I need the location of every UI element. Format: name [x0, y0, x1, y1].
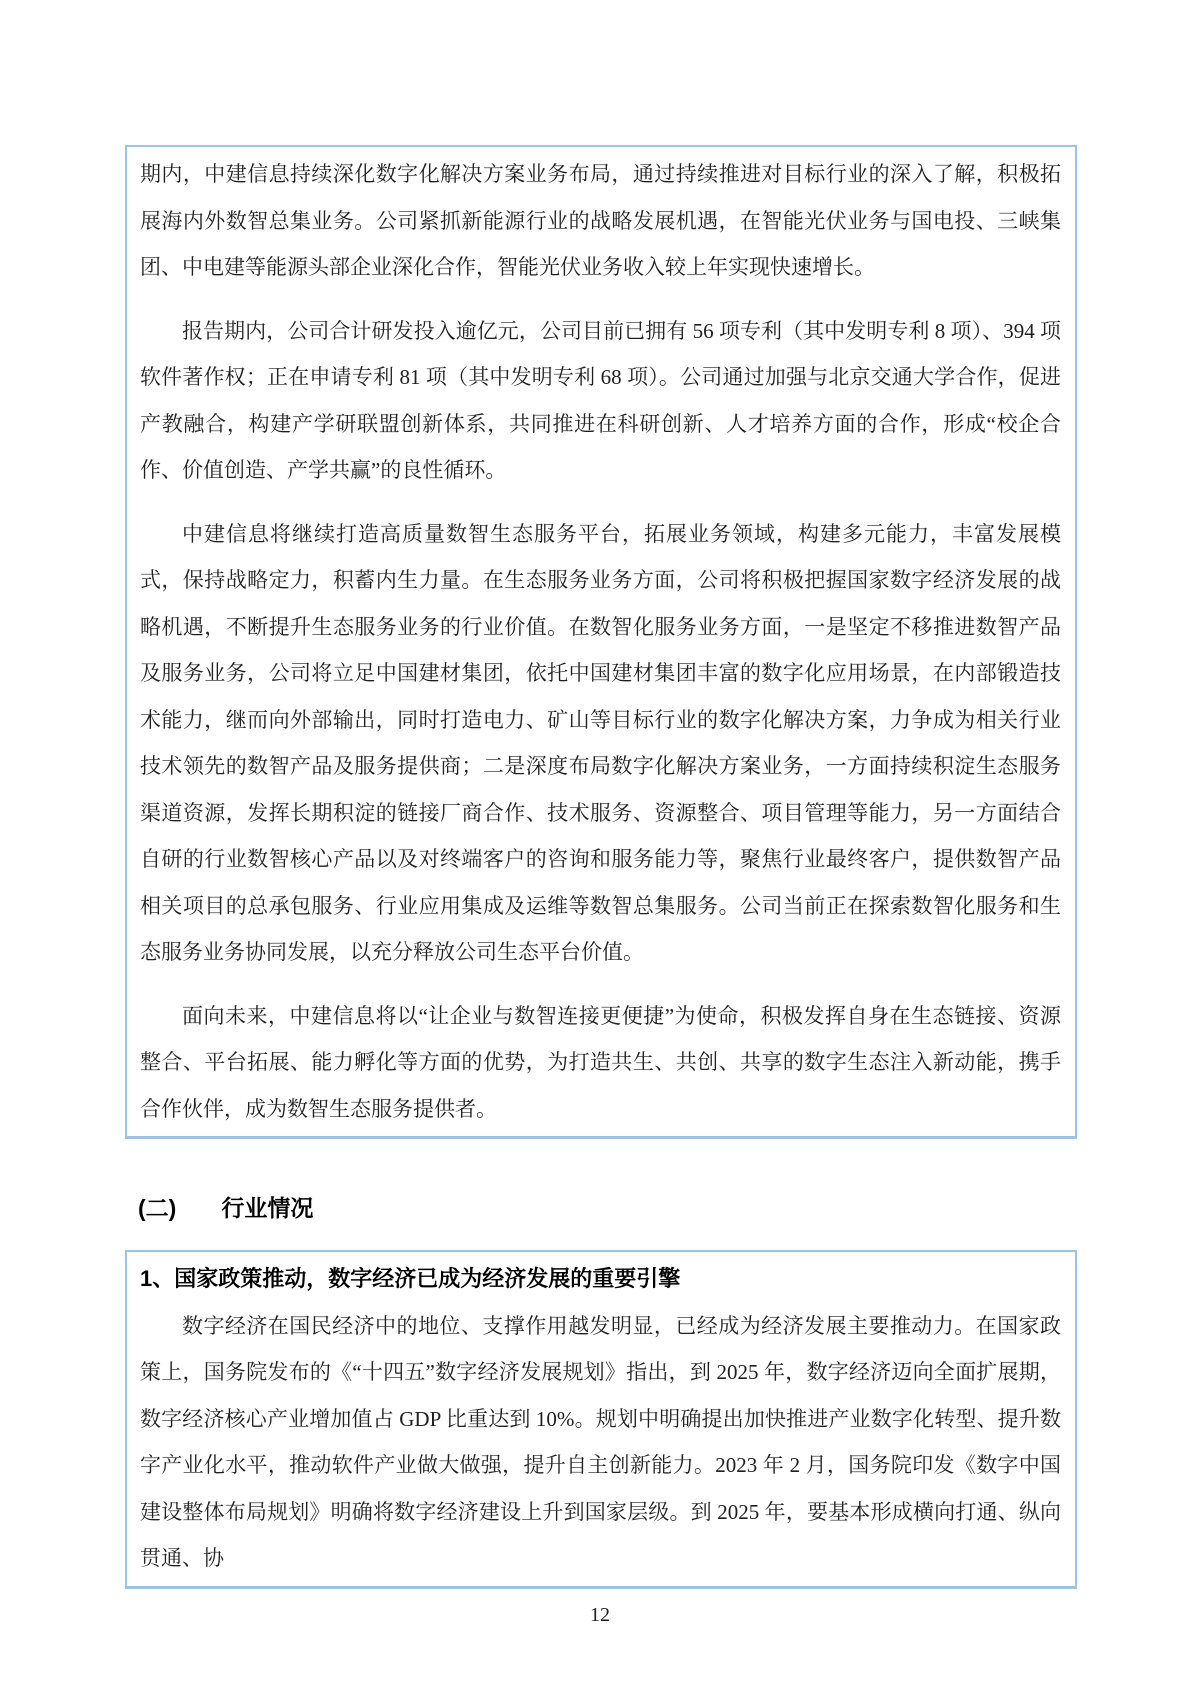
industry-overview-box — [125, 1250, 1077, 1589]
section-title: 行业情况 — [221, 1195, 314, 1221]
body-paragraph: 数字经济在国民经济中的地位、支撑作用越发明显，已经成为经济发展主要推动力。在国家政策上，国务院发布的《“十四五”数字经济发展规划》指出，到 2025 年，数字经济迈向全面扩展期，数字经济核心产业增加值占 GDP 比重达到 10%。规划中明确提出加快推进产业数字化转型、提升数字产业化水平，推动软件产业做大做强，提升自主创新能力。2023 年 2 月，国务院印发《数字中国建设整体布局规划》明确将数字经济建设上升到国家层级。到 2025 年，要基本形成横向打通、纵向贯通、协 — [140, 1313, 1061, 1570]
business-review-box — [125, 145, 1077, 1139]
industry-box-heading: 1、国家政策推动，数字经济已成为经济发展的重要引擎 — [140, 1266, 681, 1291]
body-paragraph: 面向未来，中建信息将以“让企业与数智连接更便捷”为使命，积极发挥自身在生态链接、资源整合、平台拓展、能力孵化等方面的优势，为打造共生、共创、共享的数字生态注入新动能，携手合作伙伴，成为数智生态服务提供者。 — [140, 1003, 1061, 1121]
body-paragraph: 报告期内，公司合计研发投入逾亿元，公司目前已拥有 56 项专利（其中发明专利 8 项）、394 项软件著作权；正在申请专利 81 项（其中发明专利 68 项）。公司通过加强与北京交通大学合作，促进产教融合，构建产学研联盟创新体系，共同推进在科研创新、人才培养方面的合作，形成“校企合作、价值创造、产学共赢”的良性循环。 — [140, 318, 1061, 482]
page-number: 12 — [590, 1603, 610, 1626]
section-numbering: (二) — [138, 1195, 177, 1221]
body-paragraph: 中建信息将继续打造高质量数智生态服务平台，拓展业务领域，构建多元能力，丰富发展模式，保持战略定力，积蓄内生力量。在生态服务业务方面，公司将积极把握国家数字经济发展的战略机遇，不断提升生态服务业务的行业价值。在数智化服务业务方面，一是坚定不移推进数智产品及服务业务，公司将立足中国建材集团，依托中国建材集团丰富的数字化应用场景，在内部锻造技术能力，继而向外部输出，同时打造电力、矿山等目标行业的数字化解决方案，力争成为相关行业技术领先的数智产品及服务提供商；二是深度布局数字化解决方案业务，一方面持续积淀生态服务渠道资源，发挥长期积淀的链接厂商合作、技术服务、资源整合、项目管理等能力，另一方面结合自研的行业数智核心产品以及对终端客户的咨询和服务能力等，聚焦行业最终客户，提供数智产品相关项目的总承包服务、行业应用集成及运维等数智总集服务。公司当前正在探索数智化服务和生态服务业务协同发展，以充分释放公司生态平台价值。 — [140, 521, 1061, 964]
section-heading — [138, 1192, 1200, 1224]
body-paragraph: 期内，中建信息持续深化数字化解决方案业务布局，通过持续推进对目标行业的深入了解，积极拓展海内外数智总集业务。公司紧抓新能源行业的战略发展机遇，在智能光伏业务与国电投、三峡集团、中电建等能源头部企业深化合作，智能光伏业务收入较上年实现快速增长。 — [140, 162, 1061, 279]
